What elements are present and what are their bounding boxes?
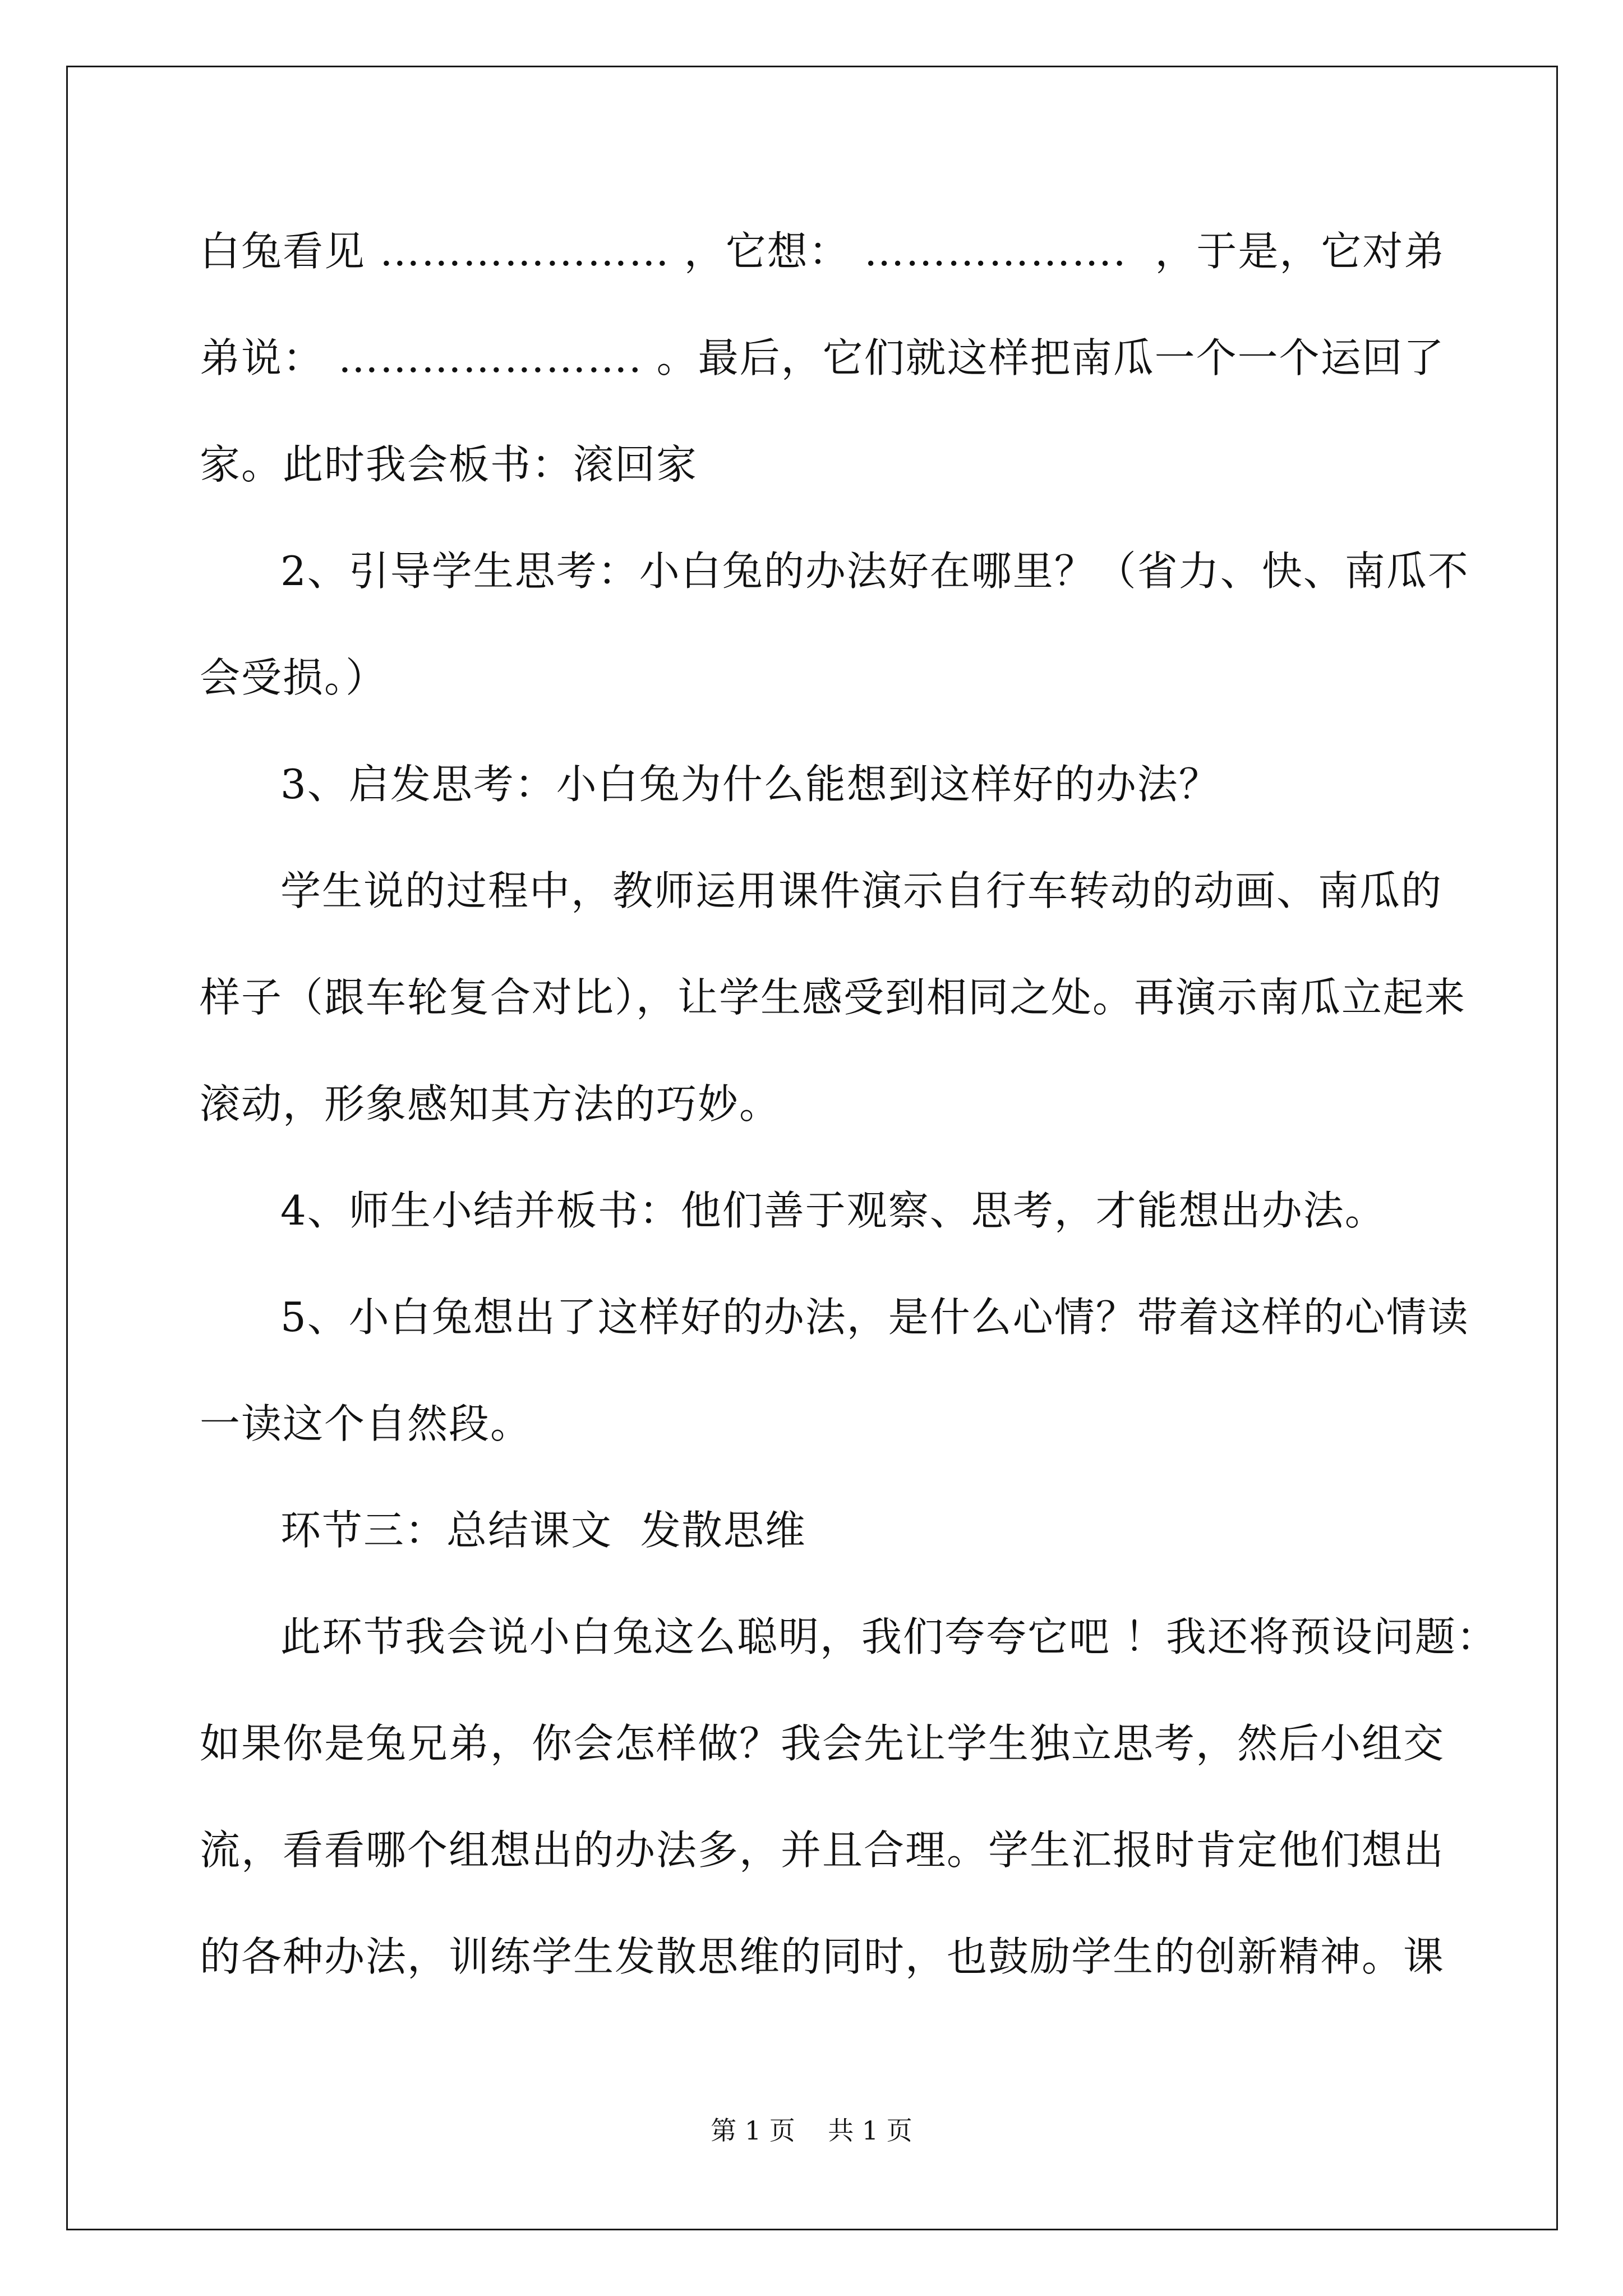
body-line-16: 流，看看哪个组想出的办法多，并且合理。学生汇报时肯定他们想出 — [200, 1826, 1445, 1874]
body-line-1: 白兔看见 ………………… ，它想： ………………. ，于是，它对弟 — [200, 228, 1446, 275]
body-line-12: 一读这个自然段。 — [200, 1400, 532, 1447]
body-line-15: 如果你是兔兄弟，你会怎样做？我会先让学生独立思考，然后小组交 — [200, 1720, 1445, 1767]
body-line-3: 家。此时我会板书：滚回家 — [200, 441, 698, 488]
body-line-9: 滚动，形象感知其方法的巧妙。 — [200, 1080, 781, 1128]
body-line-4: 2、引导学生思考：小白兔的办法好在哪里？（省力、快、南瓜不 — [280, 547, 1469, 595]
page-border — [66, 66, 1558, 2230]
body-line-14: 此环节我会说小白兔这么聪明，我们夸夸它吧 ！我还将预设问题： — [280, 1613, 1498, 1660]
body-line-5: 会受损。） — [200, 654, 388, 701]
body-line-17: 的各种办法，训练学生发散思维的同时，也鼓励学生的创新精神。课 — [200, 1933, 1445, 1980]
body-line-8: 样子（跟车轮复合对比），让学生感受到相同之处。再演示南瓜立起来 — [200, 974, 1467, 1021]
page-footer: 第 1 页 共 1 页 — [711, 2115, 912, 2146]
section-heading: 环节三：总结课文 发散思维 — [280, 1507, 806, 1554]
body-line-11: 5、小白兔想出了这样好的办法，是什么心情？带着这样的心情读 — [280, 1294, 1469, 1341]
body-line-7: 学生说的过程中，教师运用课件演示自行车转动的动画、南瓜的 — [280, 867, 1443, 914]
body-line-2: 弟说： …………………. 。最后，它们就这样把南瓜一个一个运回了 — [200, 334, 1445, 381]
body-line-6: 3、启发思考：小白兔为什么能想到这样好的办法？ — [280, 761, 1220, 808]
body-line-10: 4、师生小结并板书：他们善于观察、思考，才能想出办法。 — [280, 1187, 1386, 1234]
